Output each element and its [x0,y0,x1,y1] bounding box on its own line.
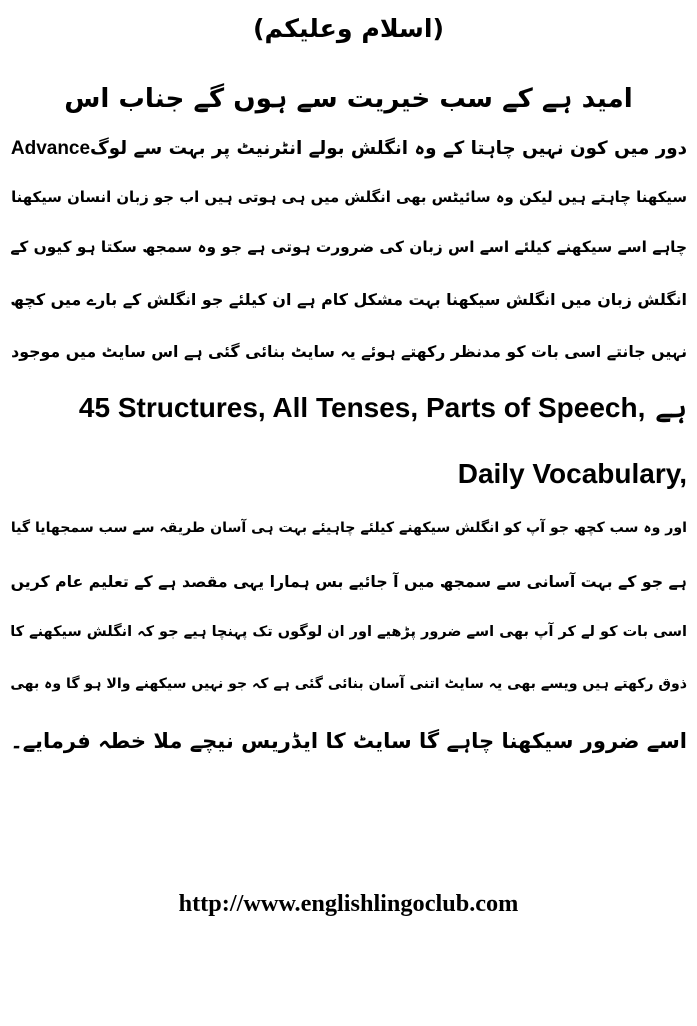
paragraph-line-10: ذوق رکھتے ہیں ویسے بھی یہ سایٹ اتنی آسان بنائی گئی ہے کہ جو نہیں سیکھنے والا ہو گا وہ بھی [10,676,687,692]
topics-line [79,392,687,424]
paragraph-line-9: اسی بات کو لے کر آپ بھی اسے ضرور پڑھیے اور ان لوگوں تک پہنچا ہیے جو کہ انگلش سیکھنے کا [10,624,687,640]
paragraph-line-4: چاہے اسے سیکھنے کیلئے اسے اس زبان کی ضرورت ہوتی ہے جو وہ سمجھ سکتا ہو کیوں کے [10,238,687,256]
paragraph-line-5: انگلش زبان میں انگلش سیکھنا بہت مشکل کام ہے ان کیلئے جو انگلش کے بارے میں کچھ [10,290,687,309]
paragraph-line-7: اور وہ سب کچھ جو آپ کو انگلش سیکھنے کیلئے چاہیئے بہت ہی آسان طریقہ سے سب سمجھایا گیا [10,520,687,536]
paragraph-line-3: سیکھنا چاہتے ہیں لیکن وہ سائیٹس بھی انگلش میں ہی ہوتی ہیں اب جو زبان انسان سیکھنا [11,188,687,206]
website-url: http://www.englishlingoclub.com [178,890,519,917]
advance-word: Advance [10,138,91,159]
paragraph-line-11: اسے ضرور سیکھنا چاہے گا سایٹ کا ایڈریس نیچے ملا خطہ فرمایے۔ [10,728,687,753]
topics-suffix: ہے [655,393,687,424]
paragraph-line-1: امید ہے کے سب خیریت سے ہوں گے جناب اس [64,84,633,114]
paragraph-line-2-text: دور میں کون نہیں چاہتا کے وہ انگلش بولے انٹرنیٹ پر بہت سے لوگ [90,138,687,159]
topics-text: 45 Structures, All Tenses, Parts of Speech, [78,392,646,423]
greeting-heading: (اسلام وعلیکم) [252,14,445,43]
paragraph-line-2 [11,138,687,160]
paragraph-line-6: نہیں جانتے اسی بات کو مدنظر رکھتے ہوئے یہ سایٹ بنائی گئی ہے اس سایٹ میں موجود [11,342,687,361]
vocab-line: Daily Vocabulary, [457,458,687,489]
paragraph-line-8: ہے جو کے بہت آسانی سے سمجھ میں آ جائیے بس ہمارا یہی مقصد ہے کے تعلیم عام کریں [10,572,687,591]
